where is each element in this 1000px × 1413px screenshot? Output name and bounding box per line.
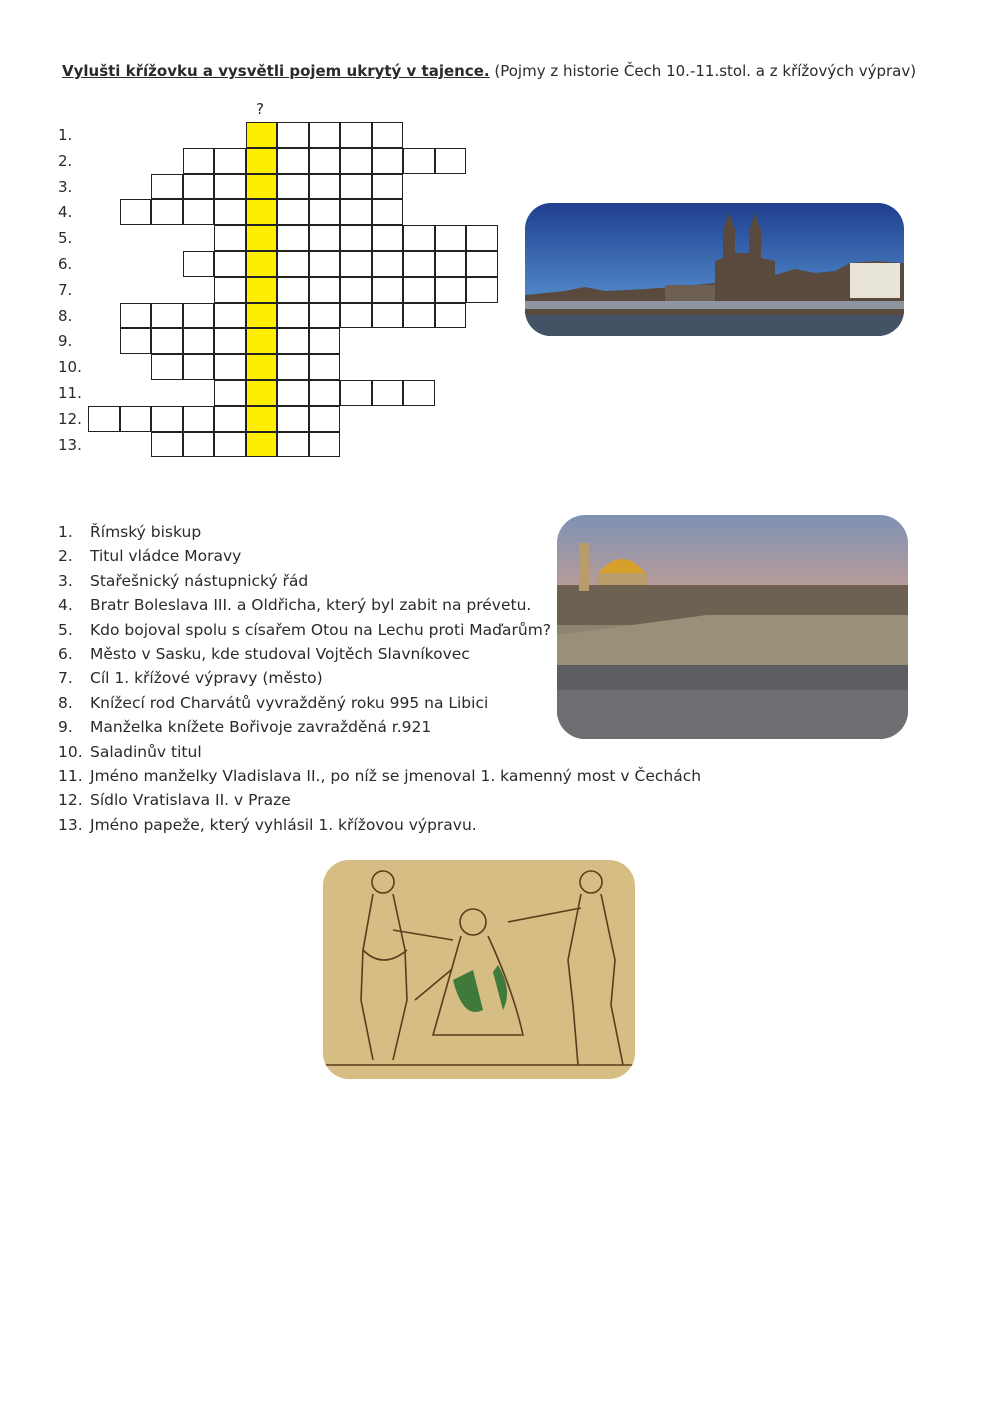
- crossword-solution-cell[interactable]: [246, 432, 278, 458]
- crossword-row-number: 1.: [58, 126, 73, 144]
- crossword-cell[interactable]: [277, 303, 309, 329]
- crossword-solution-cell[interactable]: [246, 328, 278, 354]
- crossword-cell[interactable]: [435, 148, 467, 174]
- crossword-cell[interactable]: [435, 251, 467, 277]
- crossword-cell[interactable]: [183, 406, 215, 432]
- crossword-cell[interactable]: [340, 251, 372, 277]
- crossword-cell[interactable]: [183, 251, 215, 277]
- crossword-row-number: 3.: [58, 177, 73, 196]
- crossword-row-number: 11.: [58, 384, 82, 402]
- crossword-cell[interactable]: [277, 251, 309, 277]
- crossword-cell[interactable]: [151, 174, 183, 200]
- crossword-cell[interactable]: [214, 225, 246, 251]
- crossword-cell[interactable]: [183, 199, 215, 225]
- crossword-cell[interactable]: [340, 199, 372, 225]
- crossword-row-number: 6.: [58, 255, 73, 273]
- crossword-cell[interactable]: [183, 328, 215, 354]
- crossword-cell[interactable]: [183, 174, 215, 200]
- clue-item: 7. Cíl 1. křížové výpravy (město): [58, 669, 323, 688]
- clue-item: 3. Stařešnický nástupnický řád: [58, 571, 309, 590]
- crossword-row-number: 2.: [58, 151, 73, 170]
- crossword-cell[interactable]: [372, 174, 404, 200]
- crossword-solution-cell[interactable]: [246, 225, 278, 251]
- crossword-cell[interactable]: [372, 148, 404, 174]
- clue-item: 1. Římský biskup: [58, 523, 202, 541]
- medieval-drawing-photo: [323, 860, 635, 1079]
- crossword-row-number: 10.: [58, 358, 82, 377]
- crossword-solution-cell[interactable]: [246, 122, 278, 148]
- clue-item: 6. Město v Sasku, kde studoval Vojtěch Slavníkovec: [58, 645, 470, 664]
- crossword-row-number: 4.: [58, 203, 73, 222]
- crossword-cell[interactable]: [151, 328, 183, 354]
- solution-question-mark: ?: [256, 100, 264, 118]
- crossword-cell[interactable]: [309, 148, 341, 174]
- crossword-cell[interactable]: [277, 199, 309, 225]
- clue-item: 5. Kdo bojoval spolu s císařem Otou na Lechu proti Maďarům?: [58, 620, 552, 639]
- crossword-solution-cell[interactable]: [246, 406, 278, 432]
- crossword-cell[interactable]: [403, 148, 435, 174]
- crossword-solution-cell[interactable]: [246, 277, 278, 303]
- crossword-cell[interactable]: [214, 380, 246, 406]
- crossword-row-number: 5.: [58, 229, 73, 248]
- crossword-cell[interactable]: [466, 277, 498, 303]
- crossword-cell[interactable]: [466, 251, 498, 277]
- clue-item: 4. Bratr Boleslava III. a Oldřicha, který byl zabit na prévetu.: [58, 596, 532, 615]
- crossword-row-number: 8.: [58, 306, 73, 325]
- crossword-cell[interactable]: [372, 251, 404, 277]
- crossword-cell[interactable]: [214, 174, 246, 200]
- crossword-cell[interactable]: [277, 406, 309, 432]
- crossword-cell[interactable]: [403, 380, 435, 406]
- crossword-cell[interactable]: [309, 225, 341, 251]
- clue-item: 10. Saladinův titul: [58, 742, 202, 761]
- crossword-cell[interactable]: [340, 225, 372, 251]
- crossword-solution-cell[interactable]: [246, 303, 278, 329]
- crossword-cell[interactable]: [309, 122, 341, 148]
- crossword-cell[interactable]: [151, 303, 183, 329]
- crossword-row-number: 13.: [58, 435, 82, 454]
- crossword-cell[interactable]: [214, 406, 246, 432]
- clue-item: 2. Titul vládce Moravy: [58, 547, 242, 566]
- clue-item: 8. Knížecí rod Charvátů vyvražděný roku 995 na Libici: [58, 693, 489, 712]
- crossword-cell[interactable]: [214, 432, 246, 458]
- crossword-cell[interactable]: [309, 277, 341, 303]
- crossword-cell[interactable]: [277, 380, 309, 406]
- crossword-solution-cell[interactable]: [246, 354, 278, 380]
- clue-item: 11. Jméno manželky Vladislava II., po níž se jmenoval 1. kamenný most v Čechách: [58, 767, 702, 786]
- instruction-text: Vylušti křížovku a vysvětli pojem ukrytý v tajence.: [62, 62, 490, 80]
- crossword-cell[interactable]: [340, 122, 372, 148]
- crossword-cell[interactable]: [309, 303, 341, 329]
- crossword-cell[interactable]: [340, 148, 372, 174]
- crossword-cell[interactable]: [277, 225, 309, 251]
- crossword-cell[interactable]: [214, 328, 246, 354]
- crossword-cell[interactable]: [435, 277, 467, 303]
- crossword-cell[interactable]: [214, 199, 246, 225]
- crossword-cell[interactable]: [151, 199, 183, 225]
- crossword-row-number: 9.: [58, 332, 73, 351]
- crossword-cell[interactable]: [309, 380, 341, 406]
- crossword-cell[interactable]: [403, 251, 435, 277]
- crossword-cell[interactable]: [183, 148, 215, 174]
- crossword-cell[interactable]: [372, 380, 404, 406]
- crossword-cell[interactable]: [88, 406, 120, 432]
- crossword-cell[interactable]: [309, 328, 341, 354]
- crossword-cell[interactable]: [277, 432, 309, 458]
- crossword-cell[interactable]: [466, 225, 498, 251]
- clue-item: 12. Sídlo Vratislava II. v Praze: [58, 791, 291, 810]
- crossword-cell[interactable]: [277, 122, 309, 148]
- crossword-cell[interactable]: [183, 354, 215, 380]
- crossword-cell[interactable]: [120, 406, 152, 432]
- crossword-cell[interactable]: [372, 199, 404, 225]
- crossword-cell[interactable]: [214, 148, 246, 174]
- crossword-cell[interactable]: [214, 277, 246, 303]
- cathedral-photo: [525, 203, 904, 336]
- crossword-cell[interactable]: [120, 303, 152, 329]
- crossword-cell[interactable]: [372, 225, 404, 251]
- crossword-cell[interactable]: [340, 174, 372, 200]
- crossword-cell[interactable]: [309, 354, 341, 380]
- crossword-cell[interactable]: [183, 303, 215, 329]
- crossword-cell[interactable]: [340, 380, 372, 406]
- crossword-cell[interactable]: [309, 199, 341, 225]
- crossword-cell[interactable]: [403, 277, 435, 303]
- crossword-cell[interactable]: [120, 328, 152, 354]
- crossword-row-number: 12.: [58, 409, 82, 428]
- crossword-solution-cell[interactable]: [246, 174, 278, 200]
- crossword-cell[interactable]: [372, 303, 404, 329]
- crossword-solution-cell[interactable]: [246, 380, 278, 406]
- clue-item: 13. Jméno papeže, který vyhlásil 1. křížovou výpravu.: [58, 815, 477, 834]
- crossword-solution-cell[interactable]: [246, 199, 278, 225]
- crossword-cell[interactable]: [309, 174, 341, 200]
- crossword-cell[interactable]: [277, 328, 309, 354]
- crossword-cell[interactable]: [214, 251, 246, 277]
- crossword-cell[interactable]: [120, 199, 152, 225]
- crossword-cell[interactable]: [214, 354, 246, 380]
- jerusalem-photo: [557, 515, 908, 739]
- crossword-cell[interactable]: [309, 251, 341, 277]
- crossword-cell[interactable]: [309, 432, 341, 458]
- crossword-cell[interactable]: [151, 406, 183, 432]
- crossword-solution-cell[interactable]: [246, 251, 278, 277]
- page-header: [62, 62, 916, 80]
- crossword-cell[interactable]: [372, 277, 404, 303]
- crossword-cell[interactable]: [151, 432, 183, 458]
- crossword-cell[interactable]: [435, 303, 467, 329]
- crossword-cell[interactable]: [340, 303, 372, 329]
- crossword-cell[interactable]: [340, 277, 372, 303]
- crossword-cell[interactable]: [435, 225, 467, 251]
- clue-item: 9. Manželka knížete Bořivoje zavražděná r.921: [58, 718, 432, 737]
- crossword-cell[interactable]: [183, 432, 215, 458]
- instruction-note: (Pojmy z historie Čech 10.-11.stol. a z křížových výprav): [494, 62, 917, 80]
- crossword-cell[interactable]: [277, 174, 309, 200]
- crossword-row-number: 7.: [58, 280, 73, 299]
- crossword-cell[interactable]: [372, 122, 404, 148]
- crossword-solution-cell[interactable]: [246, 148, 278, 174]
- crossword-cell[interactable]: [277, 354, 309, 380]
- crossword-cell[interactable]: [151, 354, 183, 380]
- crossword-cell[interactable]: [309, 406, 341, 432]
- crossword-cell[interactable]: [403, 225, 435, 251]
- crossword-cell[interactable]: [277, 277, 309, 303]
- crossword-cell[interactable]: [277, 148, 309, 174]
- crossword-cell[interactable]: [214, 303, 246, 329]
- crossword-cell[interactable]: [403, 303, 435, 329]
